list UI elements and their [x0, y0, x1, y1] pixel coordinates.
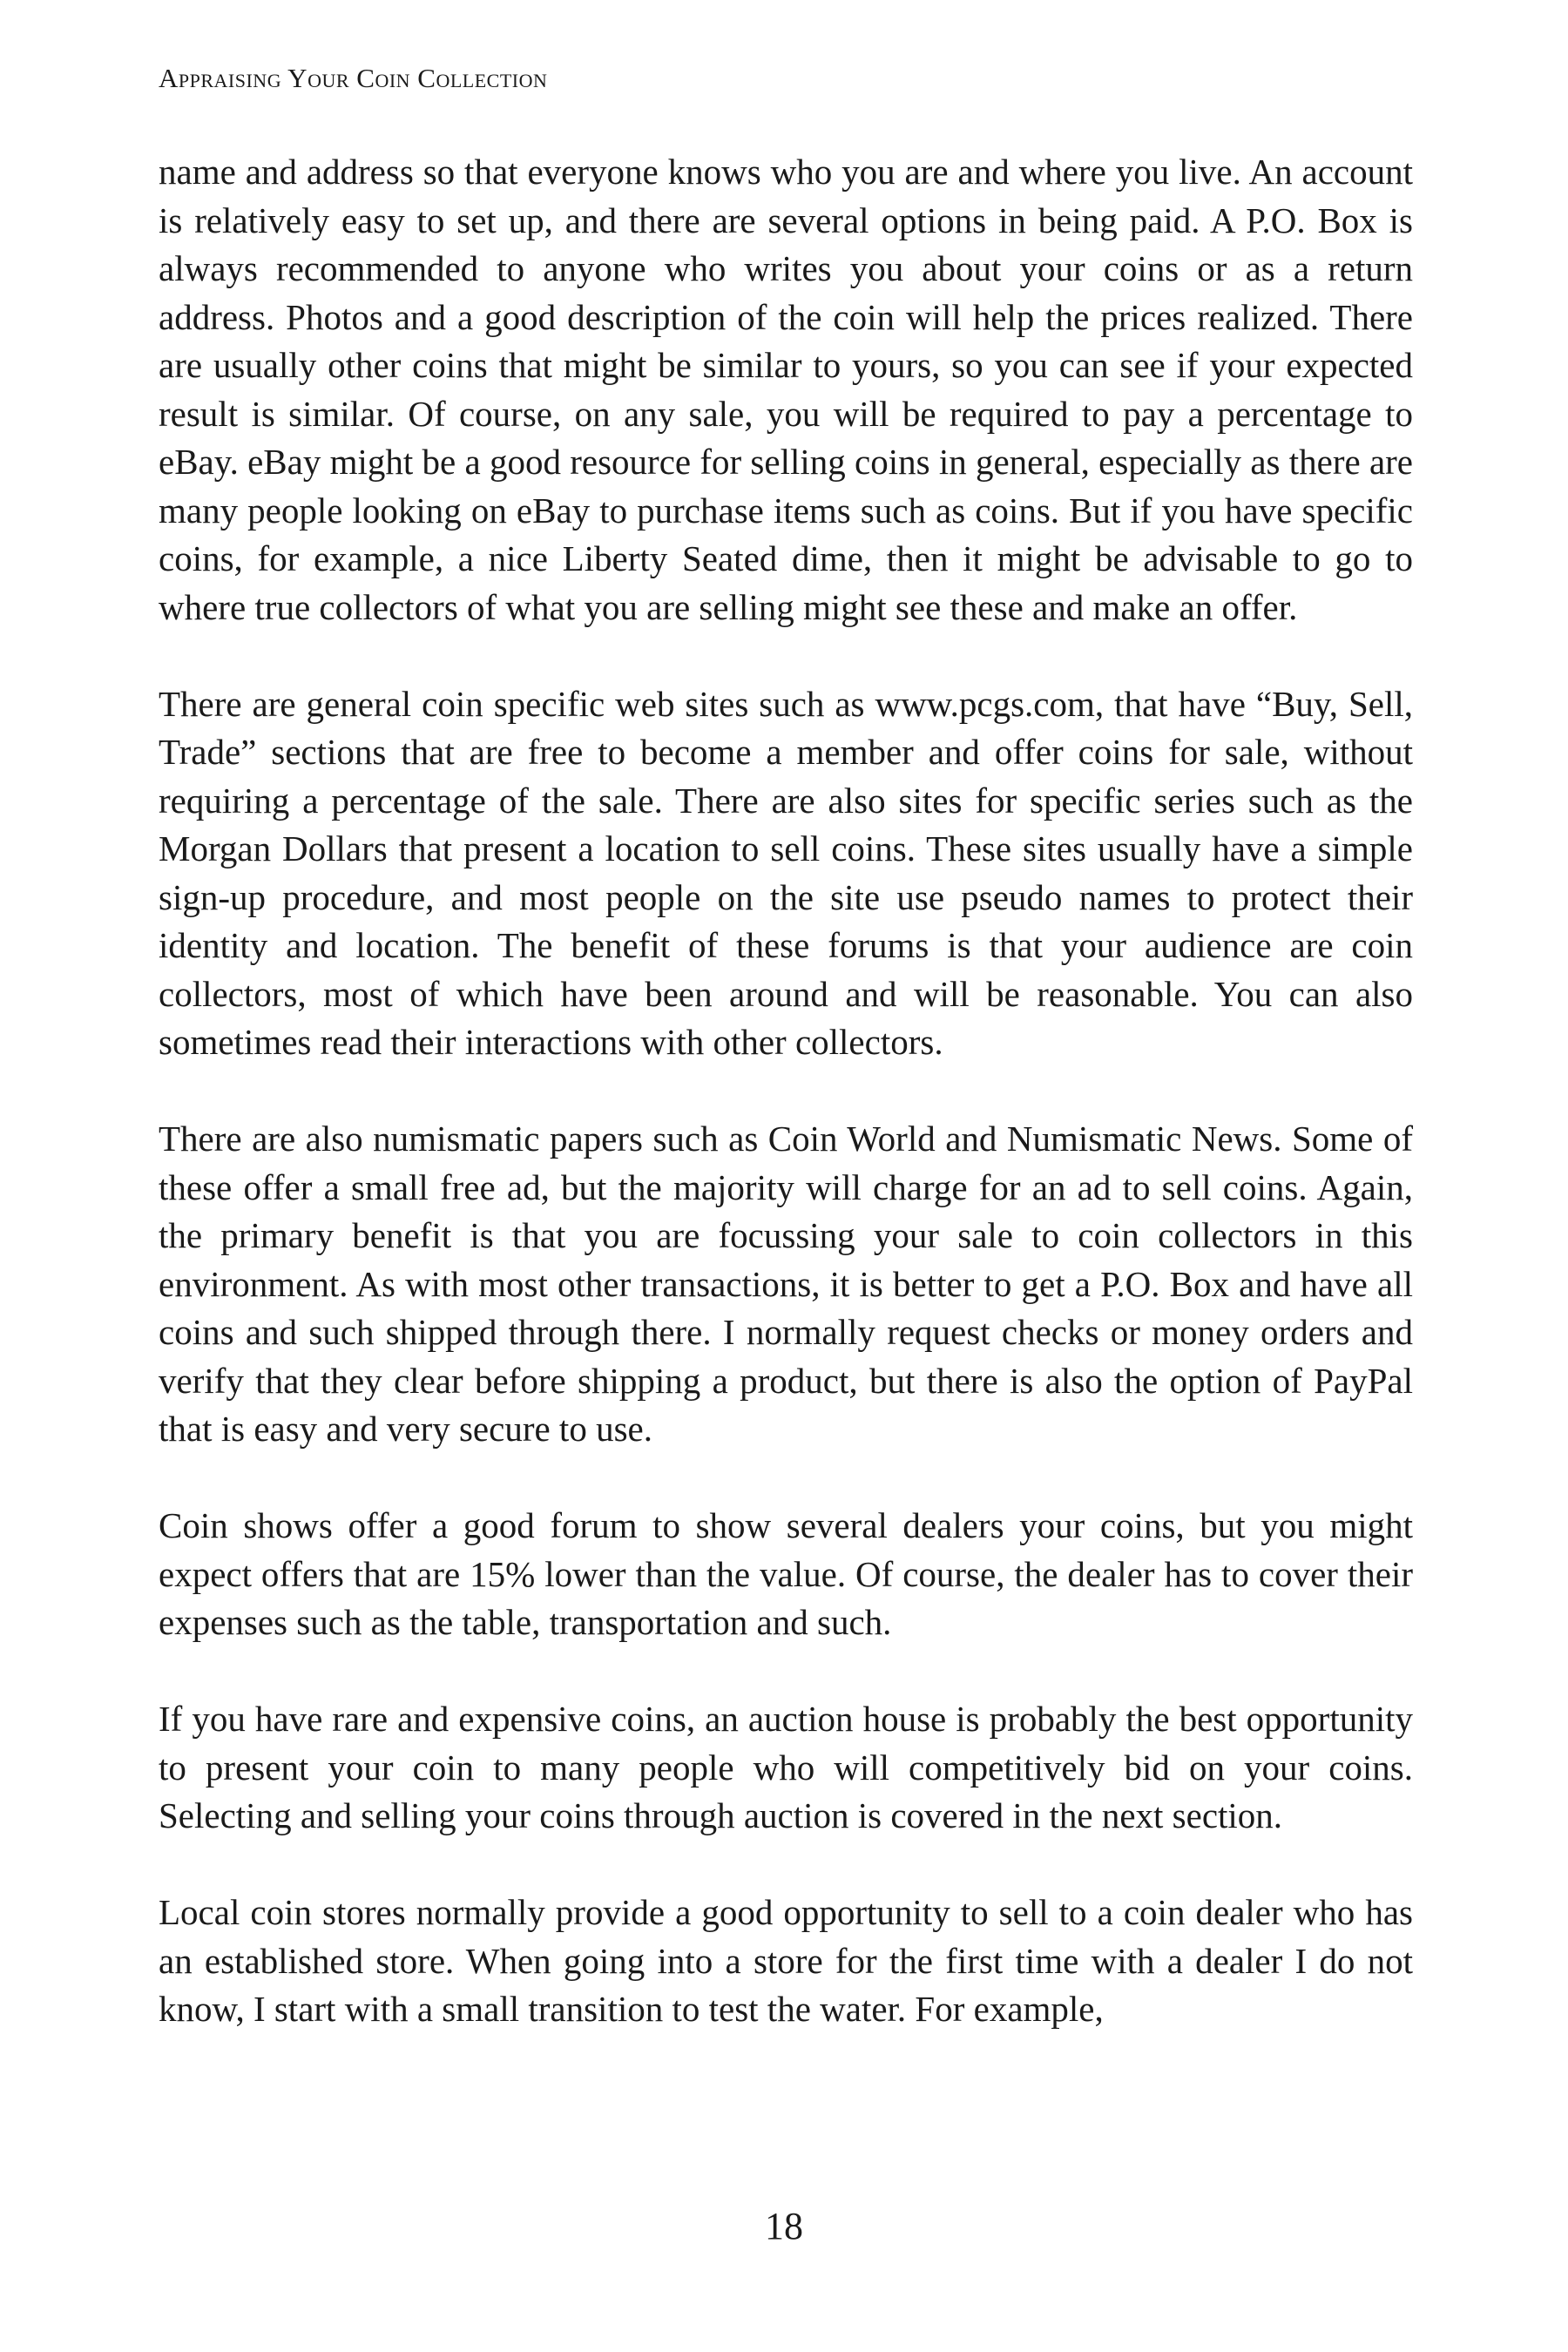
paragraph-ebay-selling: name and address so that everyone knows who you are and where you live. An account is relatively easy to set up, and there are several options in being paid. A P.O. Box is always recommended to anyone who writes you about your coins or as a return address. Photos and a good description of the coin will help the prices realized. There are usually other coins that might be similar to yours, so you can see if your expected result is similar. Of course, on any sale, you will be required to pay a percentage to eBay. eBay might be a good resource for selling coins in general, especially as there are many people looking on eBay to purchase items such as coins. But if you have specific coins, for example, a nice Liberty Seated dime, then it might be advisable to go to where true collectors of what you are selling might see these and make an offer.: [159, 152, 1413, 627]
body-text: [159, 148, 1413, 2034]
page-number: 18: [765, 2205, 803, 2247]
paragraph-numismatic-papers: There are also numismatic papers such as Coin World and Numismatic News. Some of these offer a small free ad, but the majority will charge for an ad to sell coins. Again, the primary benefit is that you are focussing your sale to coin collectors in this environment. As with most other transactions, it is better to get a P.O. Box and have all coins and such shipped through there. I normally request checks or money orders and verify that they clear before shipping a product, but there is also the option of PayPal that is easy and very secure to use.: [159, 1119, 1413, 1449]
paragraph-coin-shows: Coin shows offer a good forum to show several dealers your coins, but you might expect offers that are 15% lower than the value. Of course, the dealer has to cover their expenses such as the table, transportation and such.: [159, 1505, 1413, 1642]
paragraph-local-coin-stores: Local coin stores normally provide a good opportunity to sell to a coin dealer who has an established store. When going into a store for the first time with a dealer I do not know, I start with a small transition to test the water. For example,: [159, 1892, 1413, 2029]
paragraph-auction-house: If you have rare and expensive coins, an auction house is probably the best opportunity to present your coin to many people who will competitively bid on your coins. Selecting and selling your coins through auction is covered in the next section.: [159, 1699, 1413, 1835]
running-head: Appraising Your Coin Collection: [159, 63, 548, 93]
paragraph-coin-web-sites: There are general coin specific web sites such as www.pcgs.com, that have “Buy, Sell, Trade” sections that are free to become a member and offer coins for sale, without requiring a percentage of the sale. There are also sites for specific series such as the Morgan Dollars that present a location to sell coins. These sites usually have a simple sign-up procedure, and most people on the site use pseudo names to protect their identity and location. The benefit of these forums is that your audience are coin collectors, most of which have been around and will be reasonable. You can also sometimes read their interactions with other collectors.: [159, 683, 1413, 1062]
